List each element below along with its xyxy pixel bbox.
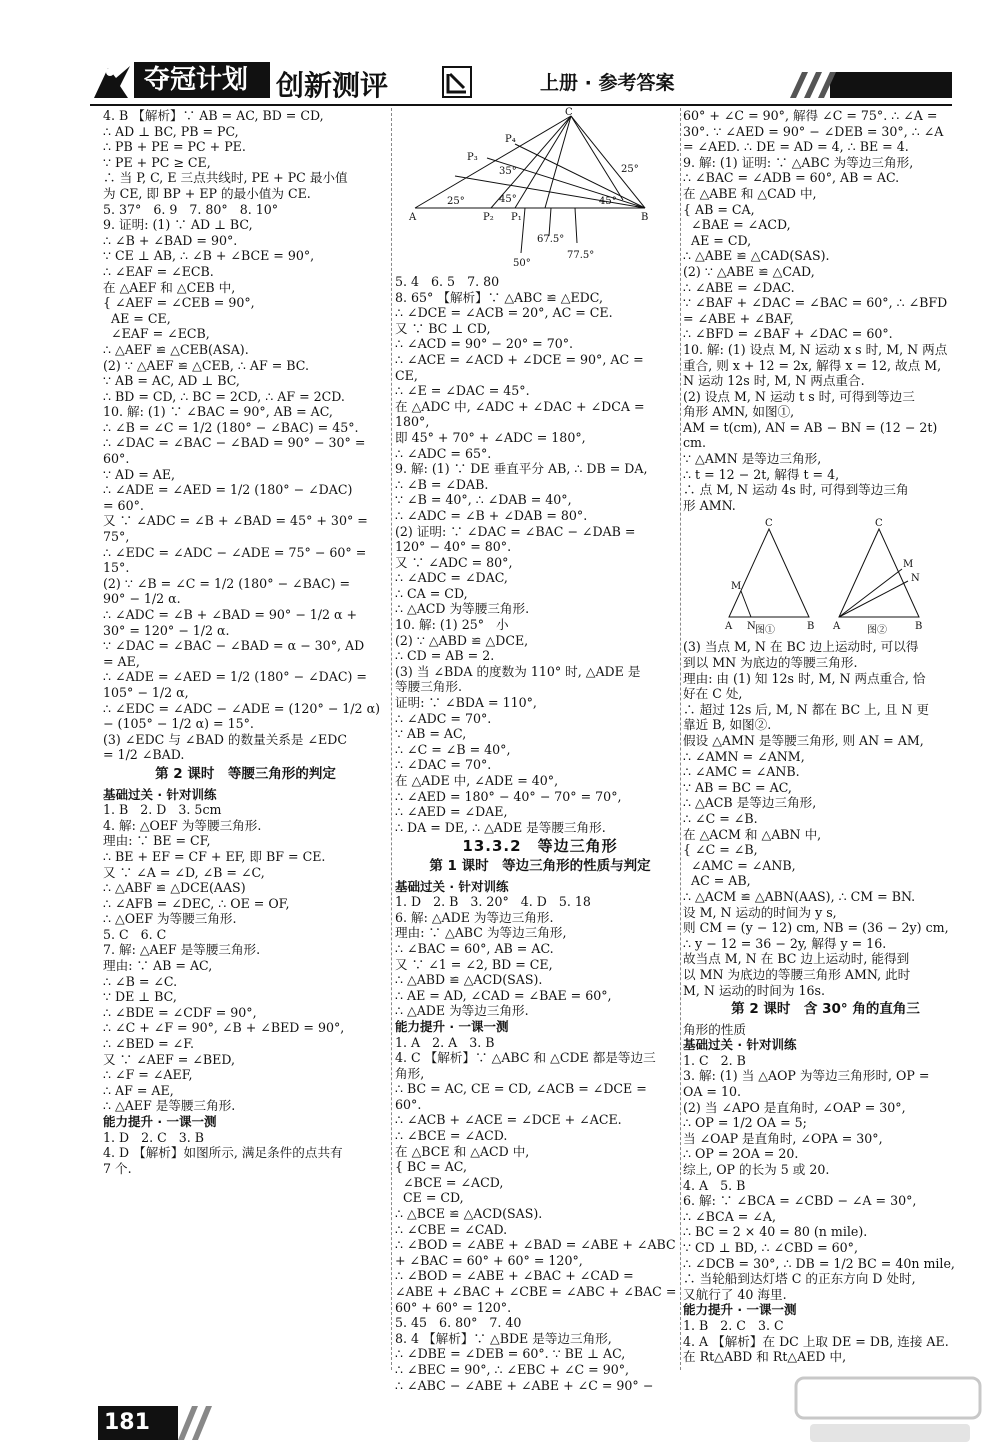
answer-line: 以 MN 为底边的等腰三角形 AMN, 此时: [683, 966, 911, 982]
figure2-label: M: [903, 559, 914, 571]
answer-line: ∴ 超过 12s 后, M, N 都在 BC 上, 且 N 更: [683, 701, 929, 717]
answer-line: ∠BCE = ∠ACD,: [395, 1174, 504, 1190]
answer-line: 9. 证明: (1) ∵ AD ⊥ BC,: [103, 217, 253, 233]
answer-line: (2) 设点 M, N 运动 t s 时, 可得到等边三: [683, 388, 915, 404]
answer-line: ∴ ∠AMC = ∠ANB.: [683, 764, 800, 780]
answer-line: 又 ∵ ∠ADC = 80°,: [395, 554, 513, 570]
answer-line: 角形,: [395, 1065, 425, 1081]
answer-line: 假设 △AMN 是等腰三角形, 则 AN = AM,: [683, 733, 924, 748]
answer-line: ∴ OP = 2OA = 20.: [683, 1146, 799, 1162]
answer-line: 故当点 M, N 在 BC 边上运动时, 能得到: [683, 951, 910, 967]
answer-line: 9. 解: (1) ∵ DE 垂直平分 AB, ∴ DB = DA,: [395, 461, 648, 477]
answer-line: 第 2 课时 等腰三角形的判定: [155, 765, 336, 782]
answer-line: 在 △ADE 中, ∠ADE = 40°,: [395, 773, 559, 788]
answer-line: 10. 解: (1) 25° 小: [395, 617, 509, 633]
answer-line: 9. 解: (1) 证明: ∵ △ABC 为等边三角形,: [683, 154, 914, 170]
column-3: [683, 108, 968, 1365]
answer-line: 重合, 则 x + 12 = 2x, 解得 x = 12, 故点 M,: [683, 357, 942, 373]
answer-line: ∴ t = 12 − 2t, 解得 t = 4,: [683, 466, 840, 482]
answer-line: ∴ ∠AFB = ∠DEC, ∴ OE = OF,: [103, 895, 290, 911]
answer-line: ∴ ∠ADC = ∠B + ∠BAD = 90° − 1/2 α +: [103, 607, 358, 622]
figure2-label: N: [911, 573, 920, 585]
answer-line: 能力提升 · 一课一测: [103, 1114, 217, 1129]
answer-line: cm.: [683, 435, 706, 451]
answer-line: ∴ ∠DAC = 70°.: [395, 757, 492, 773]
figure2-label: A: [725, 621, 733, 633]
answer-line: 120° − 40° = 80°.: [395, 539, 512, 555]
figure2-label: C: [765, 518, 773, 530]
answer-line: 5. C 6. C: [103, 926, 167, 942]
answer-line: ∴ ∠ADE = ∠AED = 1/2 (180° − ∠DAC): [103, 482, 353, 498]
check-mark-icon: [442, 66, 472, 98]
answer-line: 60°.: [395, 1096, 422, 1112]
answer-line: 3. 解: (1) 当 △AOP 为等边三角形时, OP =: [683, 1068, 930, 1084]
answer-line: 1. C 2. B: [683, 1052, 746, 1068]
answer-line: ∴ △ACD 为等腰三角形.: [395, 601, 530, 617]
mascot-logo-icon: [90, 62, 134, 102]
answer-line: ∴ ∠DAC = ∠BAC − ∠BAD = 90° − 30° =: [103, 435, 366, 451]
answer-line: ∴ ∠BAC = ∠ADB = 60°, AB = AC.: [683, 170, 900, 186]
answer-line: 105° − 1/2 α,: [103, 684, 189, 700]
answer-line: ∴ ∠EDC = ∠ADC − ∠ADE = 75° − 60° =: [103, 544, 367, 560]
answer-line: ∵ AB = AC, AD ⊥ BC,: [103, 373, 240, 389]
answer-line: 10. 解: (1) ∵ ∠BAC = 90°, AB = AC,: [103, 404, 333, 420]
answer-line: 角形的性质: [683, 1021, 746, 1037]
figure2-label: N: [747, 621, 756, 633]
answer-line: 综上, OP 的长为 5 或 20.: [683, 1162, 830, 1178]
answer-line: ∴ y − 12 = 36 − 2y, 解得 y = 16.: [683, 935, 887, 951]
answer-line: 基础过关 · 针对训练: [103, 786, 217, 802]
answer-line: { BC = AC,: [395, 1159, 467, 1175]
answer-line: ∴ ∠BCE = ∠ACD.: [395, 1128, 508, 1144]
figure1-label: P₃: [467, 152, 478, 163]
answer-line: ∴ ∠ADC = 70°.: [395, 710, 492, 726]
brand-subtitle: 创新测评: [276, 69, 389, 102]
answer-line: ∴ △OEF 为等腰三角形.: [103, 911, 237, 927]
answer-line: ∴ ∠ABE = ∠DAC.: [683, 279, 795, 295]
answer-line: 当 ∠OAP 是直角时, ∠OPA = 30°,: [683, 1130, 883, 1146]
answer-line: 又 ∵ ∠A = ∠D, ∠B = ∠C,: [103, 864, 265, 880]
answer-line: ∠EAF = ∠ECB,: [103, 326, 210, 342]
answer-line: 1. B 2. C 3. C: [683, 1317, 784, 1333]
answer-line: ∴ ∠ACD = 90° − 20° = 70°.: [395, 336, 574, 352]
answer-line: ∵ DE ⊥ BC,: [103, 989, 177, 1005]
answer-line: 为 CE, 即 BP + EP 的最小值为 CE.: [103, 185, 311, 201]
answer-line: 又 ∵ ∠AEF = ∠BED,: [103, 1051, 235, 1067]
answer-line: 理由: ∵ AB = AC,: [103, 958, 213, 974]
answer-line: 90° − 1/2 α.: [103, 591, 181, 607]
answer-line: ∴ ∠B = ∠C.: [103, 973, 178, 989]
answer-line: (2) ∵ △ABE ≌ △CAD,: [683, 263, 815, 279]
answer-line: = ∠ABE + ∠BAF,: [683, 310, 794, 326]
answer-line: ∴ AE = AD, ∠CAD = ∠BAE = 60°,: [395, 987, 612, 1003]
answer-line: ∴ △AEF 是等腰三角形.: [103, 1098, 236, 1114]
answer-line: AC = AB,: [683, 873, 751, 889]
answer-line: ∠BAE = ∠ACD,: [683, 217, 791, 233]
answer-line: 7 个.: [103, 1160, 132, 1176]
answer-line: AE = CE,: [103, 310, 171, 326]
answer-line: ∴ ∠F = ∠AEF,: [103, 1067, 193, 1083]
answer-line: ∴ ∠BFD = ∠BAF + ∠DAC = 60°.: [683, 326, 893, 342]
answer-line: 理由: ∵ BE = CF,: [103, 833, 211, 849]
answer-line: 第 2 课时 含 30° 角的直角三: [731, 1001, 920, 1018]
answer-line: ∴ BC = 2 × 40 = 80 (n mile).: [683, 1224, 868, 1240]
triangle-figures: [709, 517, 923, 637]
column-1: [103, 108, 388, 1176]
answer-line: = 1/2 ∠BAD.: [103, 747, 185, 763]
answer-line: (2) 当 ∠APO 是直角时, ∠OAP = 30°,: [683, 1099, 906, 1115]
answer-line: ∴ ∠EAF = ∠ECB.: [103, 263, 214, 279]
watermark-logo-icon: [790, 1372, 990, 1448]
answer-line: ∴ BE + EF = CF + EF, 即 BF = CE.: [103, 848, 326, 864]
figure2-label: B: [807, 621, 815, 633]
answer-line: ∴ ∠B + ∠BAD = 90°.: [103, 232, 238, 248]
answer-line: 4. 解: △OEF 为等腰三角形.: [103, 817, 262, 833]
answer-line: 能力提升 · 一课一测: [395, 1018, 509, 1034]
answer-line: ∴ AF = AE,: [103, 1082, 174, 1098]
answer-line: 角形 AMN, 如图①,: [683, 404, 795, 420]
answer-line: ∴ ∠ABC − ∠ABE + ∠ABE + ∠C = 90° −: [395, 1377, 654, 1393]
answer-line: ∴ ∠AMN = ∠ANM,: [683, 748, 805, 764]
answer-line: ∠ABE + ∠BAC + ∠CBE = ∠ABC + ∠BAC =: [395, 1284, 677, 1299]
answer-line: 第 1 课时 等边三角形的性质与判定: [429, 857, 651, 874]
answer-line: ∴ ∠ACB + ∠ACE = ∠DCE + ∠ACE.: [395, 1112, 622, 1128]
answer-line: 等腰三角形.: [395, 679, 462, 695]
answer-line: ∴ ∠DCE = ∠ACB = 20°, AC = CE.: [395, 305, 613, 321]
answer-line: (3) 当 ∠BDA 的度数为 110° 时, △ADE 是: [395, 663, 641, 679]
answer-line: { AB = CA,: [683, 201, 755, 217]
answer-line: ∴ △ACM ≌ △ABN(AAS), ∴ CM = BN.: [683, 888, 916, 904]
answer-line: { ∠AEF = ∠CEB = 90°,: [103, 295, 255, 311]
answer-line: 5. 37° 6. 9 7. 80° 8. 10°: [103, 201, 279, 217]
answer-line: ∵ CD ⊥ BD, ∴ ∠CBD = 60°,: [683, 1240, 858, 1255]
answer-line: (2) 证明: ∵ ∠DAC = ∠BAC − ∠DAB =: [395, 523, 636, 539]
answer-line: ∴ PB + PE = PC + PE.: [103, 139, 246, 155]
answer-line: ∴ △ABE ≌ △CAD(SAS).: [683, 248, 830, 264]
answer-line: 4. B 【解析】∵ AB = AC, BD = CD,: [103, 108, 324, 123]
answer-line: ∵ ∠BAF + ∠DAC = ∠BAC = 60°, ∴ ∠BFD: [683, 295, 948, 311]
answer-line: ∴ ∠AED = ∠DAE,: [395, 804, 508, 820]
page-number: 181: [98, 1406, 178, 1440]
answer-line: ∴ 当轮船到达灯塔 C 的正东方向 D 处时,: [683, 1271, 916, 1287]
answer-line: = AE,: [103, 653, 140, 669]
figure1-label: 35°: [499, 166, 517, 177]
answer-line: CE,: [395, 367, 418, 383]
answer-line: AM = t(cm), AN = AB − BN = (12 − 2t): [683, 419, 938, 435]
answer-line: ∴ △ADE 为等边三角形.: [395, 1003, 529, 1019]
answer-line: ∴ ∠ADC = ∠DAC,: [395, 570, 508, 586]
answer-line: ∴ ∠ADC = ∠B + ∠DAB = 80°.: [395, 507, 588, 523]
answer-line: 60°.: [103, 451, 130, 467]
figure1-label: 25°: [621, 164, 639, 175]
answer-line: (2) ∵ △AEF ≌ △CEB, ∴ AF = BC.: [103, 357, 309, 373]
answer-line: ∴ ∠E = ∠DAC = 45°.: [395, 383, 530, 399]
answer-line: 15°.: [103, 560, 130, 576]
answer-line: 又 ∵ ∠ADC = ∠B + ∠BAD = 45° + 30° =: [103, 513, 368, 529]
answer-line: 在 △ABE 和 △CAD 中,: [683, 185, 817, 201]
answer-line: ∴ ∠DBE = ∠DEB = 60°. ∵ BE ⊥ AC,: [395, 1346, 626, 1362]
answer-line: ∴ BD = CD, ∴ BC = 2CD, ∴ AF = 2CD.: [103, 388, 345, 404]
answer-line: ∵ AB = AC,: [395, 726, 467, 742]
answer-line: = 60°.: [103, 497, 144, 513]
page-number-stripes-icon: [178, 1406, 218, 1440]
brand-title: 夺冠计划: [134, 62, 270, 98]
answer-line: ∴ AD ⊥ BC, PB = PC,: [103, 123, 239, 139]
figure1-label: B: [641, 212, 649, 223]
answer-line: ∴ CD = AB = 2.: [395, 648, 495, 664]
answer-line: ∴ ∠BOD = ∠ABE + ∠BAD = ∠ABE + ∠ABC: [395, 1237, 676, 1253]
answer-line: CE = CD,: [395, 1190, 464, 1206]
answer-line: ∴ ∠ADE = ∠AED = 1/2 (180° − ∠DAC) =: [103, 669, 367, 685]
answer-line: ∵ △AMN 是等边三角形,: [683, 451, 822, 467]
answer-line: ∴ ∠DCB = 30°, ∴ DB = 1/2 BC = 40n mile,: [683, 1255, 955, 1271]
answer-line: ∴ ∠BAC = 60°, AB = AC.: [395, 940, 554, 956]
figure1-label: C: [565, 107, 573, 118]
answer-line: ∵ AD = AE,: [103, 466, 176, 482]
answer-line: 4. A 5. B: [683, 1177, 746, 1193]
answer-line: { ∠C = ∠B,: [683, 842, 758, 858]
answer-line: 则 CM = (y − 12) cm, NB = (36 − 2y) cm,: [683, 920, 949, 936]
answer-line: 1. D 2. C 3. B: [103, 1129, 205, 1145]
answer-line: ∴ OP = 1/2 OA = 5;: [683, 1115, 807, 1131]
answer-line: 30° = 120° − 1/2 α.: [103, 622, 230, 638]
figure1-label: A: [409, 212, 417, 223]
answer-line: 5. 45 6. 80° 7. 40: [395, 1315, 522, 1331]
figure1-label: P₂: [483, 212, 494, 223]
answer-line: ∵ AB = BC = AC,: [683, 779, 792, 795]
answer-line: ∴ ∠CBE = ∠CAD.: [395, 1221, 508, 1237]
figure2-label: B: [915, 621, 923, 633]
answer-line: ∴ ∠B = ∠C = 1/2 (180° − ∠BAC) = 45°.: [103, 419, 359, 435]
answer-line: 到以 MN 为底边的等腰三角形.: [683, 655, 858, 671]
column-2: [395, 108, 685, 1393]
figure1-label: 67.5°: [537, 234, 565, 245]
answer-line: 60° + 60° = 120°.: [395, 1299, 512, 1315]
answer-line: 4. C 【解析】∵ △ABC 和 △CDE 都是等边三: [395, 1050, 656, 1066]
answer-line: AE = CD,: [683, 232, 752, 248]
answer-line: 8. 4 【解析】∵ △BDE 是等边三角形,: [395, 1330, 612, 1346]
answer-line: ∴ ∠ADC = 65°.: [395, 445, 492, 461]
figure2-label: 图②: [867, 625, 887, 637]
answer-line: 在 △AEF 和 △CEB 中,: [103, 279, 236, 295]
answer-line: ∴ ∠BDE = ∠CDF = 90°,: [103, 1004, 257, 1020]
answer-line: 6. 解: ∵ ∠BCA = ∠CBD − ∠A = 30°,: [683, 1193, 917, 1209]
answer-line: ∴ ∠C = ∠B.: [683, 810, 758, 826]
answer-line: 180°,: [395, 414, 430, 430]
answer-line: ∴ 当 P, C, E 三点共线时, PE + PC 最小值: [103, 170, 348, 186]
figure1-label: 25°: [447, 196, 465, 207]
figure1-label: 45°: [599, 196, 617, 207]
figure2-label: C: [875, 518, 883, 530]
answer-line: + ∠BAC = 60° + 60° = 120°,: [395, 1252, 583, 1268]
answer-line: 靠近 B, 如图②.: [683, 717, 772, 733]
answer-line: ∴ ∠BCA = ∠A,: [683, 1208, 776, 1224]
answer-line: 10. 解: (1) 设点 M, N 运动 x s 时, M, N 两点: [683, 341, 948, 357]
answer-line: 在 △BCE 和 △ACD 中,: [395, 1143, 530, 1159]
header-section-label: 上册 · 参考答案: [540, 72, 675, 94]
answer-line: ∴ ∠C = ∠B = 40°,: [395, 741, 511, 757]
answer-line: ∴ CA = CD,: [395, 585, 468, 601]
answer-line: = ∠AED. ∴ DE = AD = 4, ∴ BE = 4.: [683, 139, 909, 155]
answer-line: ∴ BC = AC, CE = CD, ∠ACB = ∠DCE =: [395, 1081, 647, 1097]
answer-line: (2) ∵ ∠B = ∠C = 1/2 (180° − ∠BAC) =: [103, 575, 351, 591]
answer-line: (2) ∵ △ABD ≌ △DCE,: [395, 632, 529, 648]
answer-line: 13.3.2 等边三角形: [462, 837, 618, 856]
page-header: [90, 62, 950, 102]
answer-line: (3) ∠EDC 与 ∠BAD 的数量关系是 ∠EDC: [103, 731, 347, 747]
answer-line: 在 Rt△ABD 和 Rt△AED 中,: [683, 1349, 847, 1365]
answer-line: ∴ DA = DE, ∴ △ADE 是等腰三角形.: [395, 819, 606, 835]
answer-line: ∵ CE ⊥ AB, ∴ ∠B + ∠BCE = 90°,: [103, 248, 315, 264]
answer-line: ∵ ∠B = 40°, ∴ ∠DAB = 40°,: [395, 492, 572, 508]
answer-line: ∴ △BCE ≌ △ACD(SAS).: [395, 1206, 543, 1222]
header-rule: [90, 104, 952, 106]
answer-line: 6. 解: △ADE 为等边三角形.: [395, 909, 554, 925]
answer-line: ∴ △AEF ≌ △CEB(ASA).: [103, 341, 249, 357]
figure1-label: 50°: [513, 258, 531, 269]
answer-line: 1. A 2. A 3. B: [395, 1034, 495, 1050]
angle-figure: [395, 108, 655, 270]
figure1-label: P₁: [511, 212, 522, 223]
answer-line: 基础过关 · 针对训练: [395, 878, 509, 894]
answer-line: ∴ ∠BED = ∠F.: [103, 1036, 195, 1052]
answer-line: 5. 4 6. 5 7. 80: [395, 274, 500, 289]
answer-line: ∴ ∠B = ∠DAB.: [395, 476, 489, 492]
answer-line: ∴ △ABF ≌ △DCE(AAS): [103, 880, 246, 896]
figure1-label: 77.5°: [567, 250, 595, 261]
answer-line: ∴ △ABD ≌ △ACD(SAS).: [395, 972, 543, 988]
answer-line: 形 AMN.: [683, 497, 736, 513]
answer-line: 理由: ∵ △ABC 为等边三角形,: [395, 925, 567, 941]
answer-line: 4. D 【解析】如图所示, 满足条件的点共有: [103, 1145, 343, 1161]
answer-line: 能力提升 · 一课一测: [683, 1302, 797, 1318]
answer-line: ∵ ∠DAC = ∠BAC − ∠BAD = α − 30°, AD: [103, 638, 365, 654]
figure1-label: 45°: [499, 194, 517, 205]
answer-line: 理由: 由 (1) 知 12s 时, M, N 两点重合, 恰: [683, 670, 926, 686]
answer-line: M, N 运动的时间为 16s.: [683, 982, 825, 998]
header-stripes-icon: [790, 72, 952, 98]
answer-line: 好在 C 处,: [683, 686, 743, 702]
column-divider: [391, 108, 392, 1370]
answer-line: 又 ∵ ∠1 = ∠2, BD = CE,: [395, 956, 553, 972]
figure1-label: P₄: [505, 134, 516, 145]
answer-line: N 运动 12s 时, M, N 两点重合.: [683, 373, 865, 389]
answer-line: 基础过关 · 针对训练: [683, 1037, 797, 1053]
answer-line: ∴ ∠AED = 180° − 40° − 70° = 70°,: [395, 788, 622, 804]
answer-line: ∴ 点 M, N 运动 4s 时, 可得到等边三角: [683, 482, 909, 498]
answer-line: − (105° − 1/2 α) = 15°.: [103, 716, 254, 732]
answer-line: 设 M, N 运动的时间为 y s,: [683, 904, 837, 920]
answer-line: ∴ ∠BOD = ∠ABE + ∠BAC + ∠CAD =: [395, 1268, 634, 1284]
answer-line: 75°,: [103, 529, 130, 545]
answer-line: ∴ ∠EDC = ∠ADC − ∠ADE = (120° − 1/2 α): [103, 700, 380, 716]
answer-line: ∴ ∠BEC = 90°, ∴ ∠EBC + ∠C = 90°,: [395, 1361, 630, 1377]
answer-line: 又航行了 40 海里.: [683, 1286, 787, 1302]
answer-line: ∴ ∠ACE = ∠ACD + ∠DCE = 90°, AC =: [395, 351, 644, 367]
answer-line: (3) 当点 M, N 在 BC 边上运动时, 可以得: [683, 639, 919, 655]
answer-line: 4. A 【解析】在 DC 上取 DE = DB, 连接 AE.: [683, 1333, 949, 1349]
answer-line: 60° + ∠C = 90°, 解得 ∠C = 75°. ∴ ∠A =: [683, 108, 938, 123]
answer-line: ∴ △ACB 是等边三角形,: [683, 795, 817, 811]
answer-line: 1. B 2. D 3. 5cm: [103, 802, 222, 818]
answer-line: 8. 65° 【解析】∵ △ABC ≌ △EDC,: [395, 289, 603, 305]
answer-line: 证明: ∵ ∠BDA = 110°,: [395, 695, 537, 711]
answer-line: 即 45° + 70° + ∠ADC = 180°,: [395, 429, 586, 445]
answer-line: 又 ∵ BC ⊥ CD,: [395, 320, 491, 336]
answer-line: 7. 解: △AEF 是等腰三角形.: [103, 942, 261, 958]
answer-line: 30°. ∵ ∠AED = 90° − ∠DEB = 30°, ∴ ∠A: [683, 123, 944, 139]
answer-line: ∴ ∠C + ∠F = 90°, ∠B + ∠BED = 90°,: [103, 1020, 345, 1036]
figure2-label: 图①: [755, 625, 775, 637]
figure2-label: M: [731, 581, 742, 593]
answer-line: 在 △ADC 中, ∠ADC + ∠DAC + ∠DCA =: [395, 398, 645, 414]
answer-line: ∵ PE + PC ≥ CE,: [103, 154, 211, 170]
answer-line: OA = 10.: [683, 1084, 742, 1100]
answer-line: 在 △ACM 和 △ABN 中,: [683, 826, 822, 842]
answer-line: 1. D 2. B 3. 20° 4. D 5. 18: [395, 894, 591, 910]
figure2-label: A: [833, 621, 841, 633]
answer-line: ∠AMC = ∠ANB,: [683, 857, 796, 873]
